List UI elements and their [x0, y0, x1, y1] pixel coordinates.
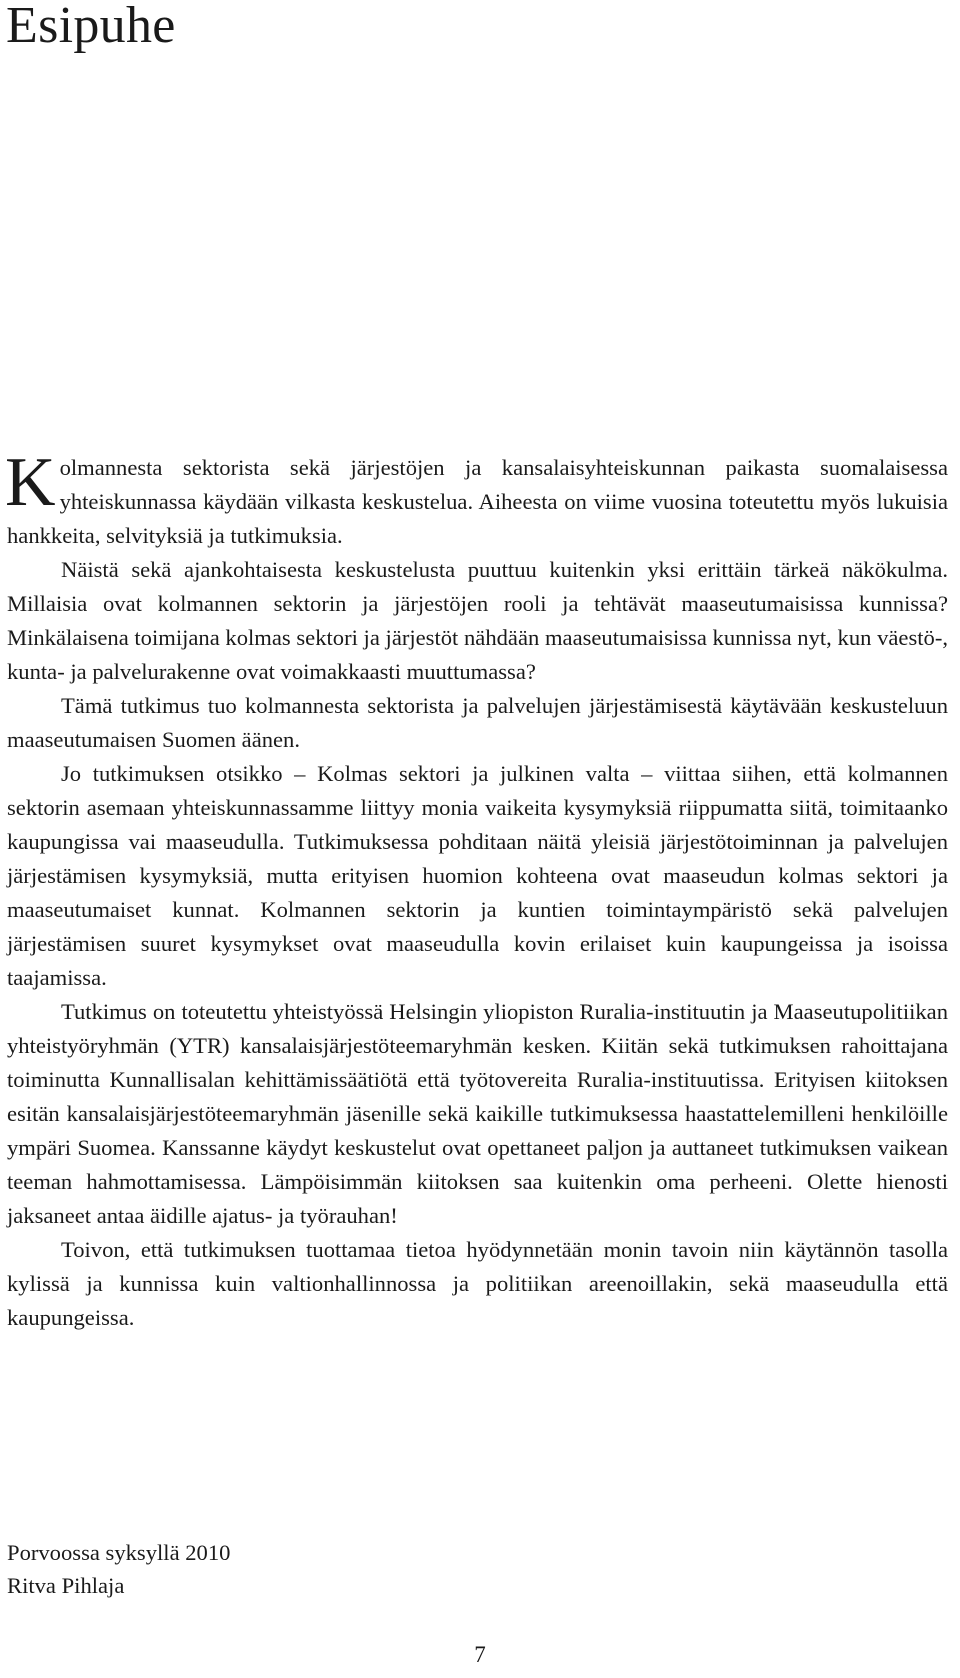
paragraph-3: Tämä tutkimus tuo kolmannesta sektorista ja palvelujen järjestämisestä käytävään keskusteluun maaseutumaisen Suomen äänen. — [7, 693, 948, 752]
paragraph-2: Näistä sekä ajankohtaisesta keskustelusta puuttuu kuitenkin yksi erittäin tärkeä näkökulma. Millaisia ovat kolmannen sektorin ja järjestöjen rooli ja tehtävät maaseutumaisissa kunnissa? Minkälaisena toimijana kolmas sektori ja järjestöt nähdään maaseutumaisissa kunnissa nyt, kun väestö-, kunta- ja palvelurakenne ovat voimakkaasti muuttumassa? — [7, 557, 948, 684]
page-title: Esipuhe — [6, 0, 176, 54]
signature-block — [7, 1536, 230, 1602]
signature-place-date: Porvoossa syksyllä 2010 — [7, 1540, 231, 1565]
drop-cap: K — [5, 444, 56, 521]
paragraph-5: Tutkimus on toteutettu yhteistyössä Helsingin yliopiston Ruralia-instituutin ja Maaseutupolitiikan yhteistyöryhmän (YTR) kansalaisjärjestöteemaryhmän kesken. Kiitän sekä tutkimuksen rahoittajana toiminutta Kunnallisalan kehittämissäätiötä että työtovereita Ruralia-instituutissa. Erityisen kiitoksen esitän kansalaisjärjestöteemaryhmän jäsenille sekä kaikille tutkimuksessa haastattelemilleni henkilöille ympäri Suomea. Kanssanne käydyt keskustelut ovat opettaneet paljon ja auttaneet tutkimuksen vaikean teeman hahmottamisessa. Lämpöisimmän kiitoksen saa kuitenkin oma perheeni. Olette hienosti jaksaneet antaa äidille ajatus- ja työrauhan! — [7, 999, 948, 1228]
paragraph-1-text: olmannesta sektorista sekä järjestöjen ja kansalaisyhteiskunnan paikasta suomalaisessa yhteiskunnassa käydään vilkasta keskustelua. Aiheesta on viime vuosina toteutettu myös lukuisia hankkeita, selvityksiä ja tutkimuksia. — [7, 455, 948, 548]
signature-author: Ritva Pihlaja — [7, 1573, 125, 1598]
paragraph-4: Jo tutkimuksen otsikko – Kolmas sektori ja julkinen valta – viittaa siihen, että kolmannen sektorin asemaan yhteiskunnassamme liittyy monia vaikeita kysymyksiä riippumatta siitä, toimitaanko kaupungissa vai maaseudulla. Tutkimuksessa pohditaan näitä yleisiä järjestötoiminnan ja palvelujen järjestämisen kysymyksiä, mutta erityisen huomion kohteena ovat maaseudun kolmas sektori ja maaseutumaiset kunnat. Kolmannen sektorin ja kuntien toimintaympäristö sekä palvelujen järjestämisen suuret kysymykset ovat maaseudulla kovin erilaiset kuin kaupungeissa ja isoissa taajamissa. — [7, 761, 948, 990]
page-number: 7 — [474, 1642, 486, 1667]
preface-body — [5, 444, 948, 1335]
paragraph-6: Toivon, että tutkimuksen tuottamaa tietoa hyödynnetään monin tavoin niin käytännön tasolla kylissä ja kunnissa kuin valtionhallinnossa ja politiikan areenoillakin, sekä maaseudulla että kaupungeissa. — [7, 1237, 948, 1330]
paragraph-1 — [5, 444, 948, 553]
